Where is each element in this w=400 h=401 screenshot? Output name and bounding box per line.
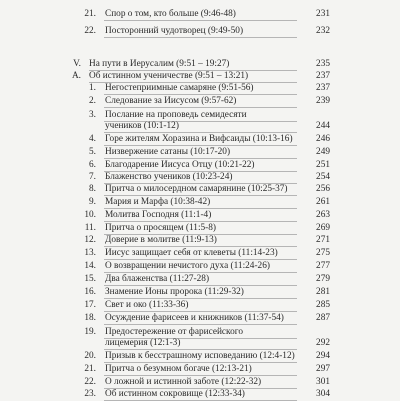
- toc-entry-leader-rule: [104, 158, 297, 159]
- toc-entry-number: 6.: [89, 160, 96, 170]
- toc-entry-title: Призыв к бесстрашному исповеданию (12:4-12): [105, 351, 295, 361]
- toc-entry-page-number: 235: [316, 59, 330, 69]
- toc-entry-title: Блаженство учеников (10:23-24): [105, 172, 233, 182]
- toc-entry-leader-rule: [104, 311, 297, 312]
- toc-entry-number: А.: [71, 71, 81, 81]
- toc-entry-leader-rule: [104, 246, 297, 247]
- toc-entry-leader-rule: [104, 107, 297, 108]
- toc-entry-number: 18.: [84, 313, 96, 323]
- toc-entry-number: 11.: [84, 223, 96, 233]
- toc-entry-page-number: 237: [316, 83, 330, 93]
- toc-entry-title: Горе жителям Хоразина и Вифсаиды (10:13-16): [105, 134, 293, 144]
- toc-entry-page-number: 256: [316, 184, 330, 194]
- toc-entry-leader-rule: [104, 362, 297, 363]
- toc-entry-number: 21.: [84, 364, 96, 374]
- toc-entry-page-number: 287: [316, 313, 330, 323]
- toc-entry-title: Иисус защищает себя от клеветы (11:14-23): [105, 248, 278, 258]
- toc-entry-title: О возвращении нечистого духа (11:24-26): [105, 261, 270, 271]
- toc-entry-title: Молитва Господня (11:1-4): [105, 210, 212, 220]
- toc-entry-leader-rule: [104, 324, 297, 325]
- toc-entry-number: 7.: [89, 172, 96, 182]
- toc-entry-page-number: 271: [316, 235, 330, 245]
- toc-entry-title: Доверие в молитве (11:9-13): [105, 235, 217, 245]
- toc-entry-title: Благодарение Иисуса Отцу (10:21-22): [105, 160, 255, 170]
- toc-entry-leader-rule: [104, 298, 297, 299]
- toc-entry-page-number: 304: [316, 389, 330, 399]
- toc-entry-leader-rule: [104, 37, 297, 38]
- toc-entry-title: Спор о том, кто больше (9:46-48): [105, 9, 236, 19]
- toc-entry-page-number: 292: [316, 338, 330, 348]
- toc-entry-title: Следование за Иисусом (9:57-62): [105, 96, 237, 106]
- toc-entry-leader-rule: [104, 259, 297, 260]
- toc-entry-title: Об истинном сокровище (12:33-34): [105, 389, 245, 399]
- toc-entry-number: 3.: [89, 110, 96, 120]
- toc-entry-page-number: 281: [316, 287, 330, 297]
- toc-entry-title: Негостеприимные самаряне (9:51-56): [105, 83, 254, 93]
- toc-entry-title: лицемерия (12:1-3): [105, 338, 181, 348]
- toc-entry-number: 21.: [84, 9, 96, 19]
- toc-entry-title: О ложной и истинной заботе (12:22-32): [105, 377, 262, 387]
- toc-entry-number: 5.: [89, 147, 96, 157]
- toc-entry-number: 14.: [84, 261, 96, 271]
- toc-entry-title: Два блаженства (11:27-28): [105, 274, 210, 284]
- toc-entry-page-number: 297: [316, 364, 330, 374]
- toc-entry-leader-rule: [104, 272, 297, 273]
- toc-entry-number: 22.: [84, 26, 96, 36]
- toc-entry-leader-rule: [104, 285, 297, 286]
- toc-entry-title: Свет и око (11:33-36): [105, 300, 189, 310]
- toc-entry-page-number: 269: [316, 223, 330, 233]
- toc-entry-number: 15.: [84, 274, 96, 284]
- toc-entry-page-number: 301: [316, 377, 330, 387]
- toc-entry-number: 19.: [84, 327, 96, 337]
- toc-entry-page-number: 237: [316, 71, 330, 81]
- toc-entry-page-number: 294: [316, 351, 330, 361]
- toc-entry-title: Послание на проповедь семидесяти: [105, 110, 247, 120]
- toc-entry-leader-rule: [104, 349, 297, 350]
- toc-entry-number: 23.: [84, 389, 96, 399]
- toc-entry-page-number: 277: [316, 261, 330, 271]
- toc-entry-leader-rule: [104, 195, 297, 196]
- toc-entry-page-number: 251: [316, 160, 330, 170]
- toc-entry-number: 16.: [84, 287, 96, 297]
- toc-entry-number: 2.: [89, 96, 96, 106]
- toc-entry-number: 22.: [84, 377, 96, 387]
- toc-entry-page-number: 231: [316, 9, 330, 19]
- toc-entry-number: 20.: [84, 351, 96, 361]
- toc-entry-title: Осуждение фарисеев и книжников (11:37-54): [105, 313, 284, 323]
- toc-entry-leader-rule: [104, 145, 297, 146]
- toc-entry-title: Знамение Ионы пророка (11:29-32): [105, 287, 244, 297]
- toc-entry-page-number: 239: [316, 96, 330, 106]
- toc-entry-page-number: 246: [316, 134, 330, 144]
- toc-entry-page-number: 279: [316, 274, 330, 284]
- toc-entry-title: учеников (10:1-12): [105, 121, 179, 131]
- toc-entry-number: 12.: [84, 235, 96, 245]
- toc-entry-leader-rule: [104, 221, 297, 222]
- toc-entry-title: Мария и Марфа (10:38-42): [105, 197, 211, 207]
- toc-entry-leader-rule: [104, 375, 297, 376]
- toc-entry-title: Притча о просящем (11:5-8): [105, 223, 217, 233]
- toc-entry-page-number: 232: [316, 26, 330, 36]
- toc-entry-leader-rule: [104, 94, 297, 95]
- toc-entry-title: Притча о милосердном самарянине (10:25-37): [105, 184, 288, 194]
- toc-entry-number: 8.: [89, 184, 96, 194]
- toc-entry-number: 9.: [89, 197, 96, 207]
- toc-entry-number: 4.: [89, 134, 96, 144]
- toc-entry-page-number: 244: [316, 121, 330, 131]
- toc-entry-title: Предостережение от фарисейского: [105, 327, 243, 337]
- toc-entry-leader-rule: [104, 208, 297, 209]
- toc-entry-number: V.: [73, 59, 81, 69]
- toc-entry-page-number: 263: [316, 210, 330, 220]
- toc-entry-title: Низвержение сатаны (10:17-20): [105, 147, 231, 157]
- toc-entry-page-number: 261: [316, 197, 330, 207]
- toc-entry-number: 17.: [84, 300, 96, 310]
- toc-entry-page-number: 275: [316, 248, 330, 258]
- toc-entry-title: На пути в Иерусалим (9:51 – 19:27): [89, 59, 230, 69]
- toc-entry-title: Посторонний чудотворец (9:49-50): [105, 26, 244, 36]
- toc-entry-title: Притча о безумном богаче (12:13-21): [105, 364, 252, 374]
- toc-entry-page-number: 249: [316, 147, 330, 157]
- toc-entry-number: 1.: [89, 83, 96, 93]
- toc-entry-title: Об истинном ученичестве (9:51 – 13:21): [89, 71, 249, 81]
- toc-entry-leader-rule: [104, 20, 297, 21]
- toc-entry-number: 10.: [84, 210, 96, 220]
- toc-entry-page-number: 254: [316, 172, 330, 182]
- toc-entry-number: 13.: [84, 248, 96, 258]
- toc-entry-page-number: 285: [316, 300, 330, 310]
- toc-entry-leader-rule: [104, 132, 297, 133]
